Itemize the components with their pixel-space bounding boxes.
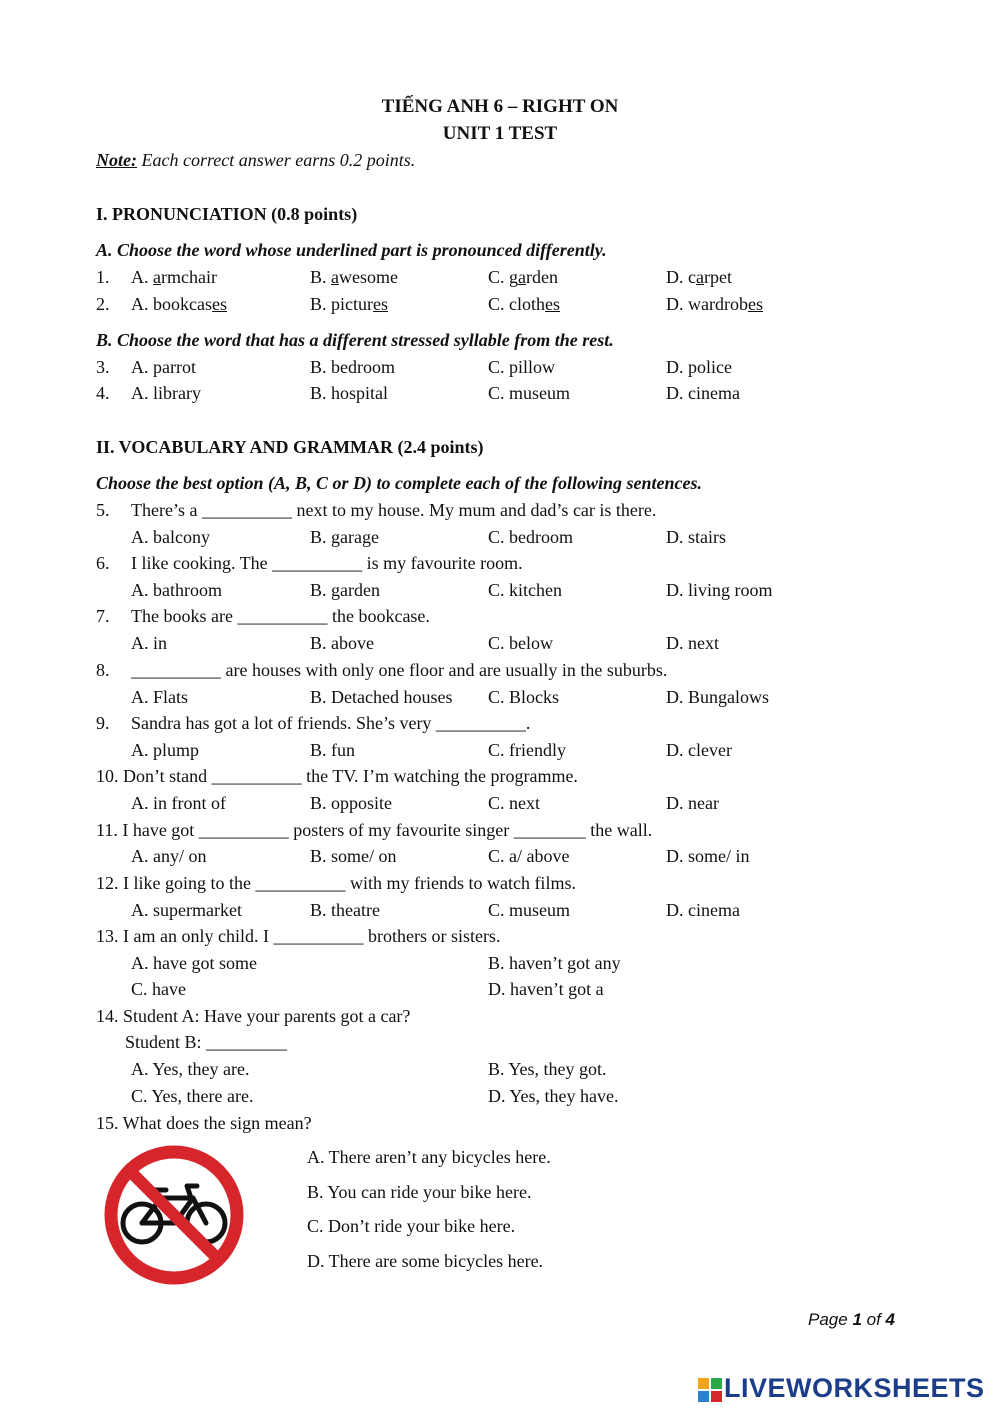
section1-heading: I. PRONUNCIATION (0.8 points) [96,204,358,224]
q4-option-b: B. hospital [310,383,389,403]
q6-number: 6. [96,553,110,573]
q3-option-c: C. pillow [488,357,556,377]
q13-stem: 13. I am an only child. I __________ brothers or sisters. [96,926,501,946]
liveworksheets-logo-icon [698,1378,722,1402]
note-label: Note: [96,150,137,170]
q10-option-b: B. opposite [310,793,393,813]
q13-option-c: C. have [131,979,186,999]
q3-option-a: A. parrot [131,357,196,377]
q12-option-c: C. museum [488,900,571,920]
q6-stem: I like cooking. The __________ is my favourite room. [131,553,523,573]
q12-stem: 12. I like going to the __________ with my friends to watch films. [96,873,576,893]
q11-option-b: B. some/ on [310,846,397,866]
q9-number: 9. [96,713,110,733]
q10-stem: 10. Don’t stand __________ the TV. I’m watching the programme. [96,766,578,786]
q3-number: 3. [96,357,110,377]
section1-partB: B. Choose the word that has a different stressed syllable from the rest. [96,330,614,350]
q7-option-c: C. below [488,633,553,653]
q14-stem-line2: Student B: _________ [125,1032,288,1052]
section1-partA: A. Choose the word whose underlined part is pronounced differently. [96,240,607,260]
q10-option-c: C. next [488,793,540,813]
q11-option-d: D. some/ in [666,846,750,866]
q13-option-a: A. have got some [131,953,257,973]
q8-option-a: A. Flats [131,687,189,707]
title-line1: TIẾNG ANH 6 – RIGHT ON [381,96,619,117]
note [96,150,415,171]
q8-option-b: B. Detached houses [310,687,453,707]
q5-option-d: D. stairs [666,527,726,547]
q11-option-c: C. a/ above [488,846,570,866]
q14-option-c: C. Yes, there are. [131,1086,254,1106]
q11-stem: 11. I have got __________ posters of my favourite singer ________ the wall. [96,820,653,840]
q4-option-d: D. cinema [666,383,740,403]
q8-number: 8. [96,660,110,680]
q2-option-b: B. pictures [310,294,388,314]
q10-option-a: A. in front of [131,793,226,813]
title-line2: UNIT 1 TEST [442,123,558,144]
q15-option-b: B. You can ride your bike here. [307,1182,532,1202]
q1-option-d: D. carpet [666,267,732,287]
q5-number: 5. [96,500,110,520]
q12-option-d: D. cinema [666,900,740,920]
q13-option-b: B. haven’t got any [488,953,621,973]
q4-number: 4. [96,383,110,403]
q8-option-c: C. Blocks [488,687,560,707]
q4-option-c: C. museum [488,383,571,403]
q2-option-a: A. bookcases [131,294,227,314]
no-bicycles-sign-icon [103,1144,245,1286]
q5-option-a: A. balcony [131,527,210,547]
q14-stem: 14. Student A: Have your parents got a car? [96,1006,411,1026]
q7-option-b: B. above [310,633,374,653]
q15-option-d: D. There are some bicycles here. [307,1251,544,1271]
section2-heading: II. VOCABULARY AND GRAMMAR (2.4 points) [96,437,484,457]
q8-stem: __________ are houses with only one floor and are usually in the suburbs. [131,660,668,680]
q6-option-d: D. living room [666,580,773,600]
q2-option-c: C. clothes [488,294,560,314]
q11-option-a: A. any/ on [131,846,207,866]
q12-option-b: B. theatre [310,900,380,920]
q2-option-d: D. wardrobes [666,294,763,314]
q7-number: 7. [96,606,110,626]
q6-option-a: A. bathroom [131,580,222,600]
q3-option-b: B. bedroom [310,357,395,377]
q7-option-a: A. in [131,633,167,653]
liveworksheets-brand: LIVEWORKSHEETS [724,1373,985,1403]
section2-instruction: Choose the best option (A, B, C or D) to complete each of the following sentences. [96,473,702,493]
q1-number: 1. [96,267,110,287]
q7-option-d: D. next [666,633,719,653]
q3-option-d: D. police [666,357,732,377]
q9-option-c: C. friendly [488,740,566,760]
note-text: Each correct answer earns 0.2 points. [136,150,416,170]
q4-option-a: A. library [131,383,201,403]
q6-option-b: B. garden [310,580,380,600]
q5-stem: There’s a __________ next to my house. My mum and dad’s car is there. [131,500,657,520]
q5-option-c: C. bedroom [488,527,573,547]
q12-option-a: A. supermarket [131,900,242,920]
q5-option-b: B. garage [310,527,379,547]
q9-stem: Sandra has got a lot of friends. She’s very __________. [131,713,531,733]
q9-option-d: D. clever [666,740,732,760]
q15-option-c: C. Don’t ride your bike here. [307,1216,516,1236]
q6-option-c: C. kitchen [488,580,562,600]
q14-option-d: D. Yes, they have. [488,1086,619,1106]
q13-option-d: D. haven’t got a [488,979,604,999]
q10-option-d: D. near [666,793,719,813]
q9-option-a: A. plump [131,740,200,760]
q14-option-a: A. Yes, they are. [131,1059,250,1079]
q7-stem: The books are __________ the bookcase. [131,606,430,626]
q15-stem: 15. What does the sign mean? [96,1113,312,1133]
q1-option-a: A. armchair [131,267,217,287]
q9-option-b: B. fun [310,740,355,760]
q1-option-c: C. garden [488,267,558,287]
q2-number: 2. [96,294,110,314]
q15-option-a: A. There aren’t any bicycles here. [307,1147,551,1167]
q1-option-b: B. awesome [310,267,398,287]
q8-option-d: D. Bungalows [666,687,769,707]
q14-option-b: B. Yes, they got. [488,1059,607,1079]
page-indicator: Page 1 of 4 [808,1310,895,1329]
